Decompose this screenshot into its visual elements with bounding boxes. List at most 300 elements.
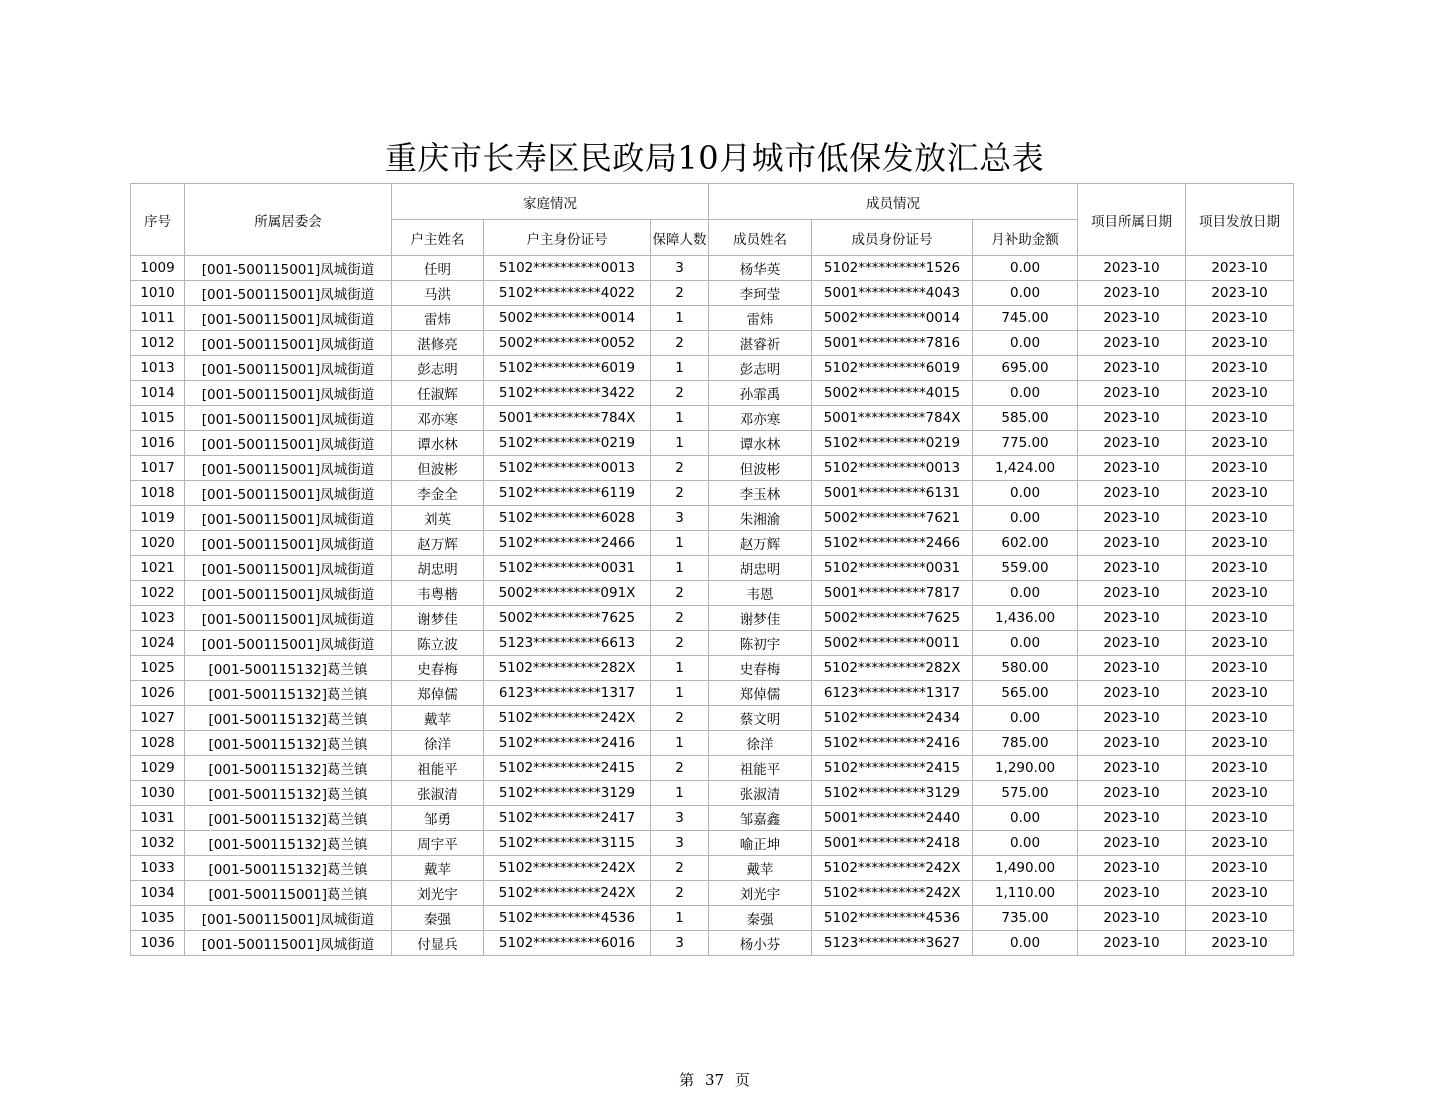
committee-cell: [001-500115132]葛兰镇 bbox=[185, 681, 392, 706]
insured-count-cell: 2 bbox=[651, 381, 709, 406]
insured-count-cell: 1 bbox=[651, 556, 709, 581]
issue-date-cell: 2023-10 bbox=[1186, 356, 1294, 381]
head-name-cell: 戴苹 bbox=[392, 856, 484, 881]
monthly-amount-cell: 0.00 bbox=[973, 281, 1078, 306]
seq-cell: 1025 bbox=[131, 656, 185, 681]
monthly-amount-cell: 695.00 bbox=[973, 356, 1078, 381]
member-id-cell: 5102**********3129 bbox=[812, 781, 973, 806]
committee-cell: [001-500115001]凤城街道 bbox=[185, 356, 392, 381]
seq-cell: 1012 bbox=[131, 331, 185, 356]
insured-count-cell: 2 bbox=[651, 706, 709, 731]
head-name-cell: 徐洋 bbox=[392, 731, 484, 756]
project-month-cell: 2023-10 bbox=[1078, 881, 1186, 906]
head-id-cell: 6123**********1317 bbox=[484, 681, 651, 706]
member-name-cell: 史春梅 bbox=[709, 656, 812, 681]
head-id-cell: 5102**********6119 bbox=[484, 481, 651, 506]
committee-cell: [001-500115001]葛兰镇 bbox=[185, 881, 392, 906]
member-id-cell: 5102**********4536 bbox=[812, 906, 973, 931]
issue-date-cell: 2023-10 bbox=[1186, 331, 1294, 356]
head-name-cell: 史春梅 bbox=[392, 656, 484, 681]
seq-cell: 1023 bbox=[131, 606, 185, 631]
project-month-cell: 2023-10 bbox=[1078, 256, 1186, 281]
committee-cell: [001-500115132]葛兰镇 bbox=[185, 831, 392, 856]
member-id-cell: 5001**********784X bbox=[812, 406, 973, 431]
member-id-cell: 5123**********3627 bbox=[812, 931, 973, 956]
header-member-name: 成员姓名 bbox=[709, 220, 812, 256]
committee-cell: [001-500115001]凤城街道 bbox=[185, 306, 392, 331]
table-row bbox=[131, 931, 1294, 956]
seq-cell: 1031 bbox=[131, 806, 185, 831]
insured-count-cell: 2 bbox=[651, 606, 709, 631]
member-id-cell: 5001**********6131 bbox=[812, 481, 973, 506]
project-month-cell: 2023-10 bbox=[1078, 306, 1186, 331]
seq-cell: 1033 bbox=[131, 856, 185, 881]
subsidy-table bbox=[130, 183, 1294, 956]
seq-cell: 1009 bbox=[131, 256, 185, 281]
project-month-cell: 2023-10 bbox=[1078, 331, 1186, 356]
header-insured-count: 保障人数 bbox=[651, 220, 709, 256]
footer-suffix: 页 bbox=[734, 1071, 750, 1089]
table-row bbox=[131, 881, 1294, 906]
issue-date-cell: 2023-10 bbox=[1186, 556, 1294, 581]
issue-date-cell: 2023-10 bbox=[1186, 281, 1294, 306]
table-row bbox=[131, 681, 1294, 706]
monthly-amount-cell: 580.00 bbox=[973, 656, 1078, 681]
head-name-cell: 马洪 bbox=[392, 281, 484, 306]
project-month-cell: 2023-10 bbox=[1078, 806, 1186, 831]
insured-count-cell: 1 bbox=[651, 306, 709, 331]
header-member-group: 成员情况 bbox=[709, 184, 1078, 220]
table-header bbox=[131, 184, 1294, 256]
head-name-cell: 任淑辉 bbox=[392, 381, 484, 406]
monthly-amount-cell: 565.00 bbox=[973, 681, 1078, 706]
member-id-cell: 5102**********2415 bbox=[812, 756, 973, 781]
member-name-cell: 郑倬儒 bbox=[709, 681, 812, 706]
insured-count-cell: 2 bbox=[651, 881, 709, 906]
monthly-amount-cell: 745.00 bbox=[973, 306, 1078, 331]
project-month-cell: 2023-10 bbox=[1078, 731, 1186, 756]
head-name-cell: 韦粤楷 bbox=[392, 581, 484, 606]
monthly-amount-cell: 785.00 bbox=[973, 731, 1078, 756]
member-name-cell: 但波彬 bbox=[709, 456, 812, 481]
project-month-cell: 2023-10 bbox=[1078, 631, 1186, 656]
member-name-cell: 胡忠明 bbox=[709, 556, 812, 581]
monthly-amount-cell: 0.00 bbox=[973, 931, 1078, 956]
header-project-month: 项目所属日期 bbox=[1078, 184, 1186, 256]
head-id-cell: 5102**********242X bbox=[484, 881, 651, 906]
issue-date-cell: 2023-10 bbox=[1186, 831, 1294, 856]
committee-cell: [001-500115001]凤城街道 bbox=[185, 381, 392, 406]
seq-cell: 1029 bbox=[131, 756, 185, 781]
committee-cell: [001-500115132]葛兰镇 bbox=[185, 856, 392, 881]
seq-cell: 1034 bbox=[131, 881, 185, 906]
issue-date-cell: 2023-10 bbox=[1186, 406, 1294, 431]
monthly-amount-cell: 575.00 bbox=[973, 781, 1078, 806]
table-row bbox=[131, 756, 1294, 781]
project-month-cell: 2023-10 bbox=[1078, 381, 1186, 406]
head-id-cell: 5002**********7625 bbox=[484, 606, 651, 631]
head-id-cell: 5102**********282X bbox=[484, 656, 651, 681]
member-name-cell: 赵万辉 bbox=[709, 531, 812, 556]
project-month-cell: 2023-10 bbox=[1078, 931, 1186, 956]
committee-cell: [001-500115132]葛兰镇 bbox=[185, 656, 392, 681]
insured-count-cell: 2 bbox=[651, 281, 709, 306]
member-id-cell: 5001**********2418 bbox=[812, 831, 973, 856]
member-name-cell: 邓亦寒 bbox=[709, 406, 812, 431]
member-name-cell: 孙霏禹 bbox=[709, 381, 812, 406]
member-id-cell: 5002**********7621 bbox=[812, 506, 973, 531]
member-id-cell: 5102**********0219 bbox=[812, 431, 973, 456]
table-row bbox=[131, 356, 1294, 381]
seq-cell: 1020 bbox=[131, 531, 185, 556]
member-name-cell: 谭水林 bbox=[709, 431, 812, 456]
table-row bbox=[131, 806, 1294, 831]
seq-cell: 1014 bbox=[131, 381, 185, 406]
seq-cell: 1015 bbox=[131, 406, 185, 431]
issue-date-cell: 2023-10 bbox=[1186, 931, 1294, 956]
head-name-cell: 谭水林 bbox=[392, 431, 484, 456]
issue-date-cell: 2023-10 bbox=[1186, 431, 1294, 456]
project-month-cell: 2023-10 bbox=[1078, 356, 1186, 381]
monthly-amount-cell: 735.00 bbox=[973, 906, 1078, 931]
insured-count-cell: 1 bbox=[651, 781, 709, 806]
monthly-amount-cell: 585.00 bbox=[973, 406, 1078, 431]
head-name-cell: 胡忠明 bbox=[392, 556, 484, 581]
member-name-cell: 陈初宇 bbox=[709, 631, 812, 656]
insured-count-cell: 3 bbox=[651, 506, 709, 531]
head-id-cell: 5102**********3115 bbox=[484, 831, 651, 856]
member-id-cell: 5102**********2434 bbox=[812, 706, 973, 731]
table-row bbox=[131, 856, 1294, 881]
member-id-cell: 5002**********7625 bbox=[812, 606, 973, 631]
header-issue-date: 项目发放日期 bbox=[1186, 184, 1294, 256]
insured-count-cell: 1 bbox=[651, 906, 709, 931]
monthly-amount-cell: 0.00 bbox=[973, 631, 1078, 656]
project-month-cell: 2023-10 bbox=[1078, 906, 1186, 931]
member-name-cell: 杨华英 bbox=[709, 256, 812, 281]
table-row bbox=[131, 906, 1294, 931]
member-name-cell: 戴苹 bbox=[709, 856, 812, 881]
insured-count-cell: 1 bbox=[651, 681, 709, 706]
issue-date-cell: 2023-10 bbox=[1186, 306, 1294, 331]
seq-cell: 1019 bbox=[131, 506, 185, 531]
head-id-cell: 5102**********2415 bbox=[484, 756, 651, 781]
seq-cell: 1026 bbox=[131, 681, 185, 706]
insured-count-cell: 1 bbox=[651, 356, 709, 381]
committee-cell: [001-500115001]凤城街道 bbox=[185, 456, 392, 481]
head-id-cell: 5102**********2466 bbox=[484, 531, 651, 556]
member-id-cell: 5002**********4015 bbox=[812, 381, 973, 406]
seq-cell: 1013 bbox=[131, 356, 185, 381]
committee-cell: [001-500115132]葛兰镇 bbox=[185, 806, 392, 831]
insured-count-cell: 1 bbox=[651, 731, 709, 756]
issue-date-cell: 2023-10 bbox=[1186, 631, 1294, 656]
seq-cell: 1022 bbox=[131, 581, 185, 606]
issue-date-cell: 2023-10 bbox=[1186, 606, 1294, 631]
issue-date-cell: 2023-10 bbox=[1186, 906, 1294, 931]
committee-cell: [001-500115001]凤城街道 bbox=[185, 481, 392, 506]
head-id-cell: 5102**********6016 bbox=[484, 931, 651, 956]
committee-cell: [001-500115132]葛兰镇 bbox=[185, 756, 392, 781]
seq-cell: 1018 bbox=[131, 481, 185, 506]
head-name-cell: 陈立波 bbox=[392, 631, 484, 656]
head-id-cell: 5002**********091X bbox=[484, 581, 651, 606]
head-id-cell: 5102**********6019 bbox=[484, 356, 651, 381]
head-id-cell: 5102**********0013 bbox=[484, 456, 651, 481]
member-name-cell: 蔡文明 bbox=[709, 706, 812, 731]
monthly-amount-cell: 1,110.00 bbox=[973, 881, 1078, 906]
head-id-cell: 5102**********4536 bbox=[484, 906, 651, 931]
seq-cell: 1011 bbox=[131, 306, 185, 331]
member-name-cell: 朱湘渝 bbox=[709, 506, 812, 531]
monthly-amount-cell: 0.00 bbox=[973, 706, 1078, 731]
table-row bbox=[131, 281, 1294, 306]
head-name-cell: 戴苹 bbox=[392, 706, 484, 731]
table-row bbox=[131, 381, 1294, 406]
member-id-cell: 5102**********6019 bbox=[812, 356, 973, 381]
committee-cell: [001-500115001]凤城街道 bbox=[185, 506, 392, 531]
seq-cell: 1021 bbox=[131, 556, 185, 581]
head-name-cell: 秦强 bbox=[392, 906, 484, 931]
committee-cell: [001-500115001]凤城街道 bbox=[185, 431, 392, 456]
table-row bbox=[131, 781, 1294, 806]
issue-date-cell: 2023-10 bbox=[1186, 531, 1294, 556]
head-id-cell: 5102**********242X bbox=[484, 856, 651, 881]
issue-date-cell: 2023-10 bbox=[1186, 581, 1294, 606]
committee-cell: [001-500115132]葛兰镇 bbox=[185, 706, 392, 731]
insured-count-cell: 1 bbox=[651, 406, 709, 431]
insured-count-cell: 1 bbox=[651, 431, 709, 456]
header-monthly-amount: 月补助金额 bbox=[973, 220, 1078, 256]
monthly-amount-cell: 0.00 bbox=[973, 831, 1078, 856]
member-id-cell: 5001**********4043 bbox=[812, 281, 973, 306]
insured-count-cell: 2 bbox=[651, 581, 709, 606]
head-name-cell: 祖能平 bbox=[392, 756, 484, 781]
head-id-cell: 5102**********242X bbox=[484, 706, 651, 731]
page-title: 重庆市长寿区民政局10月城市低保发放汇总表 bbox=[384, 139, 1045, 177]
head-id-cell: 5102**********4022 bbox=[484, 281, 651, 306]
committee-cell: [001-500115132]葛兰镇 bbox=[185, 781, 392, 806]
head-id-cell: 5102**********2416 bbox=[484, 731, 651, 756]
table-row bbox=[131, 531, 1294, 556]
header-seq: 序号 bbox=[131, 184, 185, 256]
project-month-cell: 2023-10 bbox=[1078, 656, 1186, 681]
page-number: 37 bbox=[704, 1071, 725, 1089]
monthly-amount-cell: 0.00 bbox=[973, 331, 1078, 356]
member-name-cell: 雷炜 bbox=[709, 306, 812, 331]
issue-date-cell: 2023-10 bbox=[1186, 506, 1294, 531]
seq-cell: 1016 bbox=[131, 431, 185, 456]
project-month-cell: 2023-10 bbox=[1078, 506, 1186, 531]
table-row bbox=[131, 631, 1294, 656]
table-row bbox=[131, 656, 1294, 681]
issue-date-cell: 2023-10 bbox=[1186, 681, 1294, 706]
head-id-cell: 5002**********0014 bbox=[484, 306, 651, 331]
insured-count-cell: 2 bbox=[651, 856, 709, 881]
committee-cell: [001-500115001]凤城街道 bbox=[185, 556, 392, 581]
member-name-cell: 张淑清 bbox=[709, 781, 812, 806]
issue-date-cell: 2023-10 bbox=[1186, 456, 1294, 481]
committee-cell: [001-500115001]凤城街道 bbox=[185, 906, 392, 931]
table-row bbox=[131, 556, 1294, 581]
seq-cell: 1035 bbox=[131, 906, 185, 931]
insured-count-cell: 3 bbox=[651, 256, 709, 281]
monthly-amount-cell: 1,436.00 bbox=[973, 606, 1078, 631]
seq-cell: 1030 bbox=[131, 781, 185, 806]
project-month-cell: 2023-10 bbox=[1078, 456, 1186, 481]
committee-cell: [001-500115001]凤城街道 bbox=[185, 631, 392, 656]
project-month-cell: 2023-10 bbox=[1078, 756, 1186, 781]
table-row bbox=[131, 456, 1294, 481]
project-month-cell: 2023-10 bbox=[1078, 681, 1186, 706]
project-month-cell: 2023-10 bbox=[1078, 706, 1186, 731]
project-month-cell: 2023-10 bbox=[1078, 281, 1186, 306]
monthly-amount-cell: 0.00 bbox=[973, 581, 1078, 606]
head-id-cell: 5102**********0031 bbox=[484, 556, 651, 581]
insured-count-cell: 3 bbox=[651, 831, 709, 856]
member-id-cell: 5002**********0011 bbox=[812, 631, 973, 656]
insured-count-cell: 2 bbox=[651, 481, 709, 506]
table-row bbox=[131, 606, 1294, 631]
member-id-cell: 5102**********2416 bbox=[812, 731, 973, 756]
head-id-cell: 5102**********2417 bbox=[484, 806, 651, 831]
head-id-cell: 5102**********3129 bbox=[484, 781, 651, 806]
seq-cell: 1017 bbox=[131, 456, 185, 481]
issue-date-cell: 2023-10 bbox=[1186, 706, 1294, 731]
head-name-cell: 湛修亮 bbox=[392, 331, 484, 356]
committee-cell: [001-500115001]凤城街道 bbox=[185, 606, 392, 631]
issue-date-cell: 2023-10 bbox=[1186, 381, 1294, 406]
committee-cell: [001-500115001]凤城街道 bbox=[185, 331, 392, 356]
member-id-cell: 5102**********242X bbox=[812, 881, 973, 906]
head-id-cell: 5102**********0219 bbox=[484, 431, 651, 456]
member-name-cell: 徐洋 bbox=[709, 731, 812, 756]
insured-count-cell: 3 bbox=[651, 931, 709, 956]
committee-cell: [001-500115132]葛兰镇 bbox=[185, 731, 392, 756]
issue-date-cell: 2023-10 bbox=[1186, 806, 1294, 831]
member-id-cell: 5102**********0031 bbox=[812, 556, 973, 581]
seq-cell: 1028 bbox=[131, 731, 185, 756]
header-committee: 所属居委会 bbox=[185, 184, 392, 256]
head-name-cell: 谢梦佳 bbox=[392, 606, 484, 631]
insured-count-cell: 1 bbox=[651, 656, 709, 681]
monthly-amount-cell: 1,424.00 bbox=[973, 456, 1078, 481]
head-name-cell: 刘光宇 bbox=[392, 881, 484, 906]
project-month-cell: 2023-10 bbox=[1078, 406, 1186, 431]
project-month-cell: 2023-10 bbox=[1078, 856, 1186, 881]
table-row bbox=[131, 306, 1294, 331]
project-month-cell: 2023-10 bbox=[1078, 781, 1186, 806]
head-name-cell: 郑倬儒 bbox=[392, 681, 484, 706]
insured-count-cell: 2 bbox=[651, 756, 709, 781]
table-row bbox=[131, 431, 1294, 456]
head-name-cell: 邹勇 bbox=[392, 806, 484, 831]
member-id-cell: 5001**********7816 bbox=[812, 331, 973, 356]
head-name-cell: 雷炜 bbox=[392, 306, 484, 331]
head-name-cell: 付显兵 bbox=[392, 931, 484, 956]
head-id-cell: 5001**********784X bbox=[484, 406, 651, 431]
head-name-cell: 赵万辉 bbox=[392, 531, 484, 556]
project-month-cell: 2023-10 bbox=[1078, 481, 1186, 506]
header-member-id: 成员身份证号 bbox=[812, 220, 973, 256]
table-row bbox=[131, 256, 1294, 281]
member-name-cell: 李珂莹 bbox=[709, 281, 812, 306]
monthly-amount-cell: 0.00 bbox=[973, 506, 1078, 531]
member-name-cell: 谢梦佳 bbox=[709, 606, 812, 631]
seq-cell: 1027 bbox=[131, 706, 185, 731]
table-row bbox=[131, 331, 1294, 356]
table-row bbox=[131, 706, 1294, 731]
member-id-cell: 5102**********0013 bbox=[812, 456, 973, 481]
monthly-amount-cell: 602.00 bbox=[973, 531, 1078, 556]
project-month-cell: 2023-10 bbox=[1078, 831, 1186, 856]
member-name-cell: 李玉林 bbox=[709, 481, 812, 506]
table-row bbox=[131, 481, 1294, 506]
member-name-cell: 韦恩 bbox=[709, 581, 812, 606]
head-name-cell: 刘英 bbox=[392, 506, 484, 531]
table-row bbox=[131, 581, 1294, 606]
member-name-cell: 邹嘉鑫 bbox=[709, 806, 812, 831]
member-name-cell: 祖能平 bbox=[709, 756, 812, 781]
member-id-cell: 5102**********242X bbox=[812, 856, 973, 881]
member-name-cell: 杨小芬 bbox=[709, 931, 812, 956]
page-footer bbox=[0, 1069, 1429, 1090]
monthly-amount-cell: 1,490.00 bbox=[973, 856, 1078, 881]
issue-date-cell: 2023-10 bbox=[1186, 781, 1294, 806]
head-id-cell: 5102**********3422 bbox=[484, 381, 651, 406]
issue-date-cell: 2023-10 bbox=[1186, 481, 1294, 506]
head-name-cell: 周宇平 bbox=[392, 831, 484, 856]
member-id-cell: 5102**********2466 bbox=[812, 531, 973, 556]
header-family-group: 家庭情况 bbox=[392, 184, 709, 220]
seq-cell: 1010 bbox=[131, 281, 185, 306]
seq-cell: 1024 bbox=[131, 631, 185, 656]
project-month-cell: 2023-10 bbox=[1078, 531, 1186, 556]
member-id-cell: 5001**********2440 bbox=[812, 806, 973, 831]
committee-cell: [001-500115001]凤城街道 bbox=[185, 531, 392, 556]
table-row bbox=[131, 406, 1294, 431]
member-id-cell: 6123**********1317 bbox=[812, 681, 973, 706]
issue-date-cell: 2023-10 bbox=[1186, 756, 1294, 781]
member-id-cell: 5102**********1526 bbox=[812, 256, 973, 281]
head-id-cell: 5123**********6613 bbox=[484, 631, 651, 656]
project-month-cell: 2023-10 bbox=[1078, 431, 1186, 456]
project-month-cell: 2023-10 bbox=[1078, 606, 1186, 631]
project-month-cell: 2023-10 bbox=[1078, 581, 1186, 606]
monthly-amount-cell: 1,290.00 bbox=[973, 756, 1078, 781]
issue-date-cell: 2023-10 bbox=[1186, 731, 1294, 756]
table-row bbox=[131, 506, 1294, 531]
head-name-cell: 李金全 bbox=[392, 481, 484, 506]
project-month-cell: 2023-10 bbox=[1078, 556, 1186, 581]
member-name-cell: 喻正坤 bbox=[709, 831, 812, 856]
issue-date-cell: 2023-10 bbox=[1186, 881, 1294, 906]
seq-cell: 1032 bbox=[131, 831, 185, 856]
head-id-cell: 5102**********6028 bbox=[484, 506, 651, 531]
committee-cell: [001-500115001]凤城街道 bbox=[185, 581, 392, 606]
head-name-cell: 邓亦寒 bbox=[392, 406, 484, 431]
issue-date-cell: 2023-10 bbox=[1186, 856, 1294, 881]
monthly-amount-cell: 0.00 bbox=[973, 481, 1078, 506]
committee-cell: [001-500115001]凤城街道 bbox=[185, 256, 392, 281]
head-name-cell: 张淑清 bbox=[392, 781, 484, 806]
insured-count-cell: 2 bbox=[651, 456, 709, 481]
table-row bbox=[131, 831, 1294, 856]
committee-cell: [001-500115001]凤城街道 bbox=[185, 281, 392, 306]
monthly-amount-cell: 0.00 bbox=[973, 806, 1078, 831]
header-head-id: 户主身份证号 bbox=[484, 220, 651, 256]
head-id-cell: 5002**********0052 bbox=[484, 331, 651, 356]
